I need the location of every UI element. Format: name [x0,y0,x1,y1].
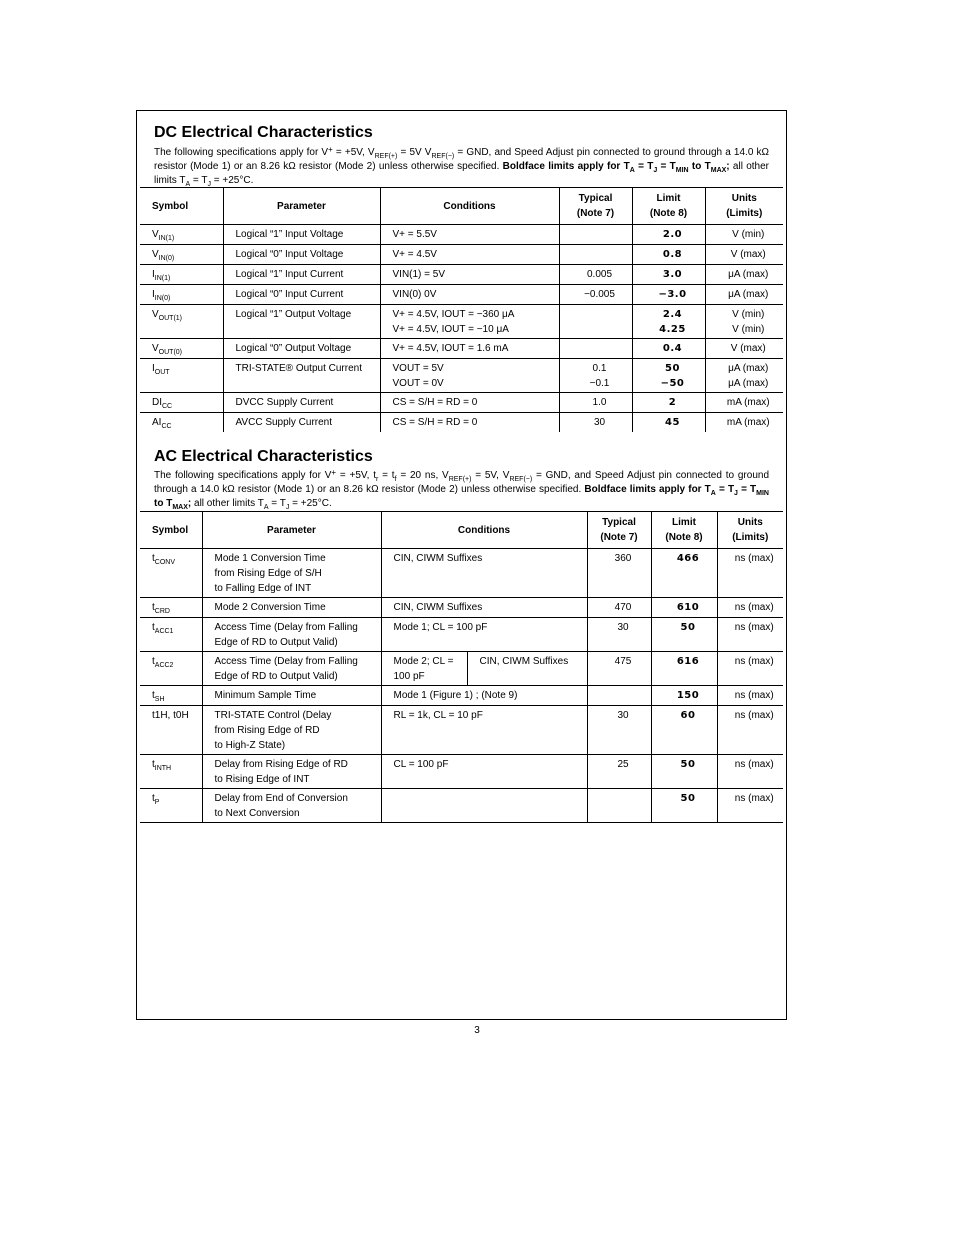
table-row [140,686,783,706]
typical-cell: 360 [587,549,651,598]
header-limit: Limit (Note 8) [632,188,705,225]
conditions-cell: VIN(0) 0V [380,285,559,305]
header-symbol: Symbol [140,512,202,549]
symbol-cell: $I_{OUT}$ [140,359,223,393]
parameter-cell: Mode 1 Conversion Time from Rising Edge of S/H to Falling Edge of INT [202,549,381,598]
parameter-cell: AVCC Supply Current [223,413,380,433]
parameter-cell: DVCC Supply Current [223,393,380,413]
limit-cell: 610 [651,598,717,618]
parameter-cell: Access Time (Delay from Falling Edge of RD to Output Valid) [202,618,381,652]
header-parameter: Parameter [223,188,380,225]
conditions-cell: Mode 1; CL = 100 pF [381,618,587,652]
limit-cell: 45 [632,413,705,433]
header-units: Units (Limits) [705,188,783,225]
table-row [140,225,783,245]
parameter-cell: Logical “1” Input Voltage [223,225,380,245]
ac-characteristics-table [140,511,783,823]
parameter-cell: Delay from End of Conversion to Next Conversion [202,789,381,823]
units-cell: V (min) [705,225,783,245]
table-row [140,413,783,433]
symbol-cell: $DI_{CC}$ [140,393,223,413]
limit-cell: 616 [651,652,717,686]
units-cell: ns (max) [717,789,783,823]
typical-cell: 0.1 −0.1 [559,359,632,393]
symbol-cell: $V_{IN(0)}$ [140,245,223,265]
symbol-cell: $V_{IN(1)}$ [140,225,223,245]
conditions-cell: CS = S/H = RD = 0 [380,393,559,413]
parameter-cell: TRI-STATE® Output Current [223,359,380,393]
dc-section-title: DC Electrical Characteristics [154,124,373,141]
symbol-cell: $I_{IN(1)}$ [140,265,223,285]
symbol-cell: $I_{IN(0)}$ [140,285,223,305]
symbol-cell: $t_P$ [140,789,202,823]
symbol-cell: $t_{ACC1}$ [140,618,202,652]
units-cell: ns (max) [717,598,783,618]
page-number: 3 [474,1025,480,1036]
limit-cell: −3.0 [632,285,705,305]
limit-cell: 50 [651,755,717,789]
conditions-cell: VOUT = 5V VOUT = 0V [380,359,559,393]
parameter-cell: Delay from Rising Edge of RD to Rising Edge of INT [202,755,381,789]
typical-cell [587,789,651,823]
units-cell: ns (max) [717,706,783,755]
limit-cell: 0.8 [632,245,705,265]
header-symbol: Symbol [140,188,223,225]
conditions-cell: CL = 100 pF [381,755,587,789]
typical-cell [559,245,632,265]
typical-cell: 475 [587,652,651,686]
typical-cell: 470 [587,598,651,618]
limit-cell: 2.0 [632,225,705,245]
conditions-cell [381,789,587,823]
units-cell: ns (max) [717,686,783,706]
limit-cell: 150 [651,686,717,706]
units-cell: V (max) [705,245,783,265]
conditions-cell: CS = S/H = RD = 0 [380,413,559,433]
symbol-cell: $t_{CRD}$ [140,598,202,618]
symbol-cell: $t_{SH}$ [140,686,202,706]
table-row [140,265,783,285]
symbol-cell: $t_{ACC2}$ [140,652,202,686]
units-cell: V (min) V (min) [705,305,783,339]
symbol-cell: t1H, t0H [140,706,202,755]
conditions-cell: V+ = 4.5V, IOUT = 1.6 mA [380,339,559,359]
typical-cell [559,225,632,245]
units-cell: V (max) [705,339,783,359]
units-cell: mA (max) [705,413,783,433]
symbol-cell: $AI_{CC}$ [140,413,223,433]
table-row [140,339,783,359]
table-row [140,359,783,393]
typical-cell: 30 [559,413,632,433]
header-limit: Limit (Note 8) [651,512,717,549]
units-cell: μA (max) [705,265,783,285]
units-cell: ns (max) [717,755,783,789]
conditions-suffix-cell: CIN, CIWM Suffixes [467,652,587,686]
table-row [140,755,783,789]
units-cell: ns (max) [717,618,783,652]
parameter-cell: Mode 2 Conversion Time [202,598,381,618]
typical-cell [587,686,651,706]
table-row [140,245,783,265]
conditions-cell: V+ = 4.5V, IOUT = −360 μA V+ = 4.5V, IOUT = −10 μA [380,305,559,339]
typical-cell: −0.005 [559,285,632,305]
limit-cell: 3.0 [632,265,705,285]
header-conditions: Conditions [380,188,559,225]
dc-intro-text: The following specifications apply for V+ = +5V, $V_{REF(+)} = 5V$ $V_{REF(-)}$ = GND, and Speed Adjust pin connected to ground through a 14.0 kΩ resistor (Mode 1) or an 8.26 kΩ resistor (Mode 2) unless otherwise specified. Boldface limits apply for $T_A = T_J = T_{MIN}$ to $T_{MAX}$; all other limits $T_A = T_J = +25^\circ C$. [154,145,770,188]
limit-cell: 2.4 4.25 [632,305,705,339]
header-typical: Typical (Note 7) [587,512,651,549]
ac-intro-text: The following specifications apply for V+ = +5V, $t_r = t_f = 20$ ns, $V_{REF(+)} = 5V$, $V_{REF(-)}$ = GND, and Speed Adjust pin connected to ground through a 14.0 kΩ resistor (Mode 1) or an 8.26 kΩ resistor (Mode 2) unless otherwise specified. Boldface limits apply for $T_A = T_J = T_{MIN}$ to $T_{MAX}$; all other limits $T_A = T_J = +25^\circ C$. [154,468,770,511]
typical-cell: 30 [587,706,651,755]
parameter-cell: TRI-STATE Control (Delay from Rising Edge of RD to High-Z State) [202,706,381,755]
ac-section-title: AC Electrical Characteristics [154,448,373,465]
units-cell: ns (max) [717,549,783,598]
conditions-cell: VIN(1) = 5V [380,265,559,285]
units-cell: ns (max) [717,652,783,686]
parameter-cell: Logical “0” Input Voltage [223,245,380,265]
limit-cell: 60 [651,706,717,755]
table-row [140,598,783,618]
limit-cell: 2 [632,393,705,413]
table-row [140,285,783,305]
parameter-cell: Logical “0” Output Voltage [223,339,380,359]
limit-cell: 50 [651,789,717,823]
symbol-cell: $t_{INTH}$ [140,755,202,789]
conditions-cell: CIN, CIWM Suffixes [381,598,587,618]
limit-cell: 50 −50 [632,359,705,393]
table-row [140,789,783,823]
parameter-cell: Minimum Sample Time [202,686,381,706]
symbol-cell: $t_{CONV}$ [140,549,202,598]
typical-cell [559,339,632,359]
conditions-cell: CIN, CIWM Suffixes [381,549,587,598]
table-row [140,652,783,686]
table-row [140,706,783,755]
limit-cell: 0.4 [632,339,705,359]
header-typical: Typical (Note 7) [559,188,632,225]
typical-cell: 30 [587,618,651,652]
table-row [140,549,783,598]
typical-cell: 0.005 [559,265,632,285]
parameter-cell: Logical “0” Input Current [223,285,380,305]
conditions-cell: RL = 1k, CL = 10 pF [381,706,587,755]
parameter-cell: Access Time (Delay from Falling Edge of RD to Output Valid) [202,652,381,686]
header-conditions: Conditions [381,512,587,549]
units-cell: μA (max) μA (max) [705,359,783,393]
typical-cell: 1.0 [559,393,632,413]
header-parameter: Parameter [202,512,381,549]
conditions-cell: Mode 1 (Figure 1) ; (Note 9) [381,686,587,706]
parameter-cell: Logical “1” Input Current [223,265,380,285]
table-row [140,618,783,652]
units-cell: μA (max) [705,285,783,305]
conditions-cell: V+ = 4.5V [380,245,559,265]
symbol-cell: $V_{OUT(0)}$ [140,339,223,359]
conditions-cell: Mode 2; CL = 100 pF [381,652,467,686]
header-units: Units (Limits) [717,512,783,549]
typical-cell: 25 [587,755,651,789]
table-row [140,393,783,413]
table-row [140,305,783,339]
units-cell: mA (max) [705,393,783,413]
conditions-cell: V+ = 5.5V [380,225,559,245]
dc-characteristics-table [140,187,783,432]
typical-cell [559,305,632,339]
limit-cell: 50 [651,618,717,652]
page-frame [136,110,787,1020]
parameter-cell: Logical “1” Output Voltage [223,305,380,339]
symbol-cell: $V_{OUT(1)}$ [140,305,223,339]
limit-cell: 466 [651,549,717,598]
